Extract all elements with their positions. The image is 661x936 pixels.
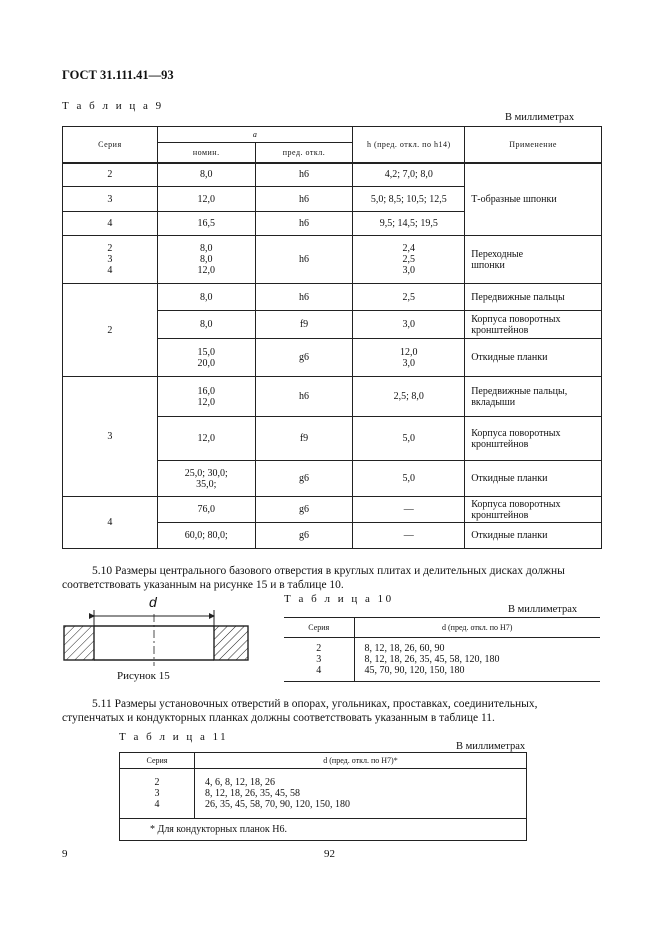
table-cell: 8, 12, 18, 26, 60, 90 8, 12, 18, 26, 35, 45, 58, 120, 180 45, 70, 90, 120, 150, 180 [354, 638, 600, 682]
table-cell: 15,0 20,0 [157, 339, 255, 377]
table-cell: 2 3 4 [284, 638, 354, 682]
table-cell: 9,5; 14,5; 19,5 [353, 212, 465, 236]
table-cell: h6 [255, 163, 353, 187]
figure-15-caption: Рисунок 15 [117, 670, 170, 682]
header-nominal: номин. [157, 143, 255, 163]
paragraph-5-11: 5.11 Размеры установочных отверстий в опорах, угольниках, проставках, соединительных, ступенчатых и кондукторных планках должны соответствовать указанным в таблице 11. [62, 698, 538, 724]
table-cell: h6 [255, 284, 353, 311]
table-10-units: В миллиметрах [508, 604, 578, 615]
table-cell: h6 [255, 377, 353, 417]
table-9 [62, 126, 602, 549]
table-cell: 8,0 [157, 311, 255, 339]
table-cell: 16,5 [157, 212, 255, 236]
table-cell: g6 [255, 497, 353, 523]
header-d: d (пред. откл. по H7)* [195, 753, 527, 769]
table-cell: — [353, 497, 465, 523]
header-application: Применение [465, 127, 602, 163]
table-cell: h6 [255, 187, 353, 212]
table-cell: 5,0 [353, 417, 465, 461]
table-cell: Передвижные пальцы [465, 284, 602, 311]
document-code: ГОСТ 31.111.41—93 [62, 68, 174, 82]
table-cell: 8,0 8,0 12,0 [157, 236, 255, 284]
table-cell: Откидные планки [465, 461, 602, 497]
table-cell: 76,0 [157, 497, 255, 523]
table-cell: 2 [63, 163, 158, 187]
page-number-left: 9 [62, 848, 68, 860]
table-cell: Переходные шпонки [465, 236, 602, 284]
table-cell: Откидные планки [465, 523, 602, 549]
table-cell: Корпуса поворотных кронштейнов [465, 417, 602, 461]
header-series: Серия [63, 127, 158, 163]
header-deviation: пред. откл. [255, 143, 353, 163]
table-10-caption: Т а б л и ц а 10 [284, 593, 394, 605]
table-cell: 2,4 2,5 3,0 [353, 236, 465, 284]
table-cell: — [353, 523, 465, 549]
table-cell: 2 3 4 [120, 769, 195, 819]
table-cell: Откидные планки [465, 339, 602, 377]
table-cell: 4 [63, 212, 158, 236]
table-11-caption: Т а б л и ц а 11 [119, 731, 229, 743]
table-cell: f9 [255, 311, 353, 339]
header-h: h (пред. откл. по h14) [353, 127, 465, 163]
hatched-section-right [214, 626, 248, 660]
table-cell: Передвижные пальцы, вкладыши [465, 377, 602, 417]
table-cell: 4,2; 7,0; 8,0 [353, 163, 465, 187]
table-cell: 3,0 [353, 311, 465, 339]
table-cell: 8,0 [157, 284, 255, 311]
table-cell: 2,5 [353, 284, 465, 311]
header-series: Серия [120, 753, 195, 769]
header-series: Серия [284, 618, 354, 638]
table-9-units: В миллиметрах [505, 112, 575, 123]
table-cell: 12,0 [157, 187, 255, 212]
table-cell: 4, 6, 8, 12, 18, 26 8, 12, 18, 26, 35, 45, 58 26, 35, 45, 58, 70, 90, 120, 150, 180 [195, 769, 527, 819]
header-d: d (пред. откл. по H7) [354, 618, 600, 638]
table-cell: Корпуса поворотных кронштейнов [465, 311, 602, 339]
table-cell: 60,0; 80,0; [157, 523, 255, 549]
table-cell: 12,0 3,0 [353, 339, 465, 377]
table-cell: 3 [63, 187, 158, 212]
table-cell: g6 [255, 461, 353, 497]
table-footnote: * Для кондукторных планок Н6. [120, 819, 527, 841]
table-11-units: В миллиметрах [456, 741, 526, 752]
table-cell: g6 [255, 339, 353, 377]
hatched-section-left [64, 626, 94, 660]
table-cell: h6 [255, 236, 353, 284]
figure-dimension-label: d [149, 594, 157, 610]
table-cell: 2 [63, 284, 158, 377]
page-number-center: 92 [324, 848, 335, 860]
table-cell: Т-образные шпонки [465, 163, 602, 236]
table-cell: 16,0 12,0 [157, 377, 255, 417]
table-9-caption: Т а б л и ц а 9 [62, 100, 164, 112]
table-10 [284, 617, 600, 682]
table-cell: f9 [255, 417, 353, 461]
table-cell: Корпуса поворотных кронштейнов [465, 497, 602, 523]
table-cell: h6 [255, 212, 353, 236]
table-11 [119, 752, 527, 841]
table-cell: 5,0; 8,5; 10,5; 12,5 [353, 187, 465, 212]
paragraph-5-10: 5.10 Размеры центрального базового отверстия в круглых плитах и делительных дисках должны соответствовать указанным на рисунке 15 и в таблице 10. [62, 565, 565, 591]
table-cell: 8,0 [157, 163, 255, 187]
table-cell: 3 [63, 377, 158, 497]
table-cell: 2 3 4 [63, 236, 158, 284]
table-cell: 25,0; 30,0; 35,0; [157, 461, 255, 497]
table-cell: 2,5; 8,0 [353, 377, 465, 417]
table-cell: g6 [255, 523, 353, 549]
header-a: a [157, 127, 353, 143]
table-cell: 12,0 [157, 417, 255, 461]
table-cell: 4 [63, 497, 158, 549]
table-cell: 5,0 [353, 461, 465, 497]
